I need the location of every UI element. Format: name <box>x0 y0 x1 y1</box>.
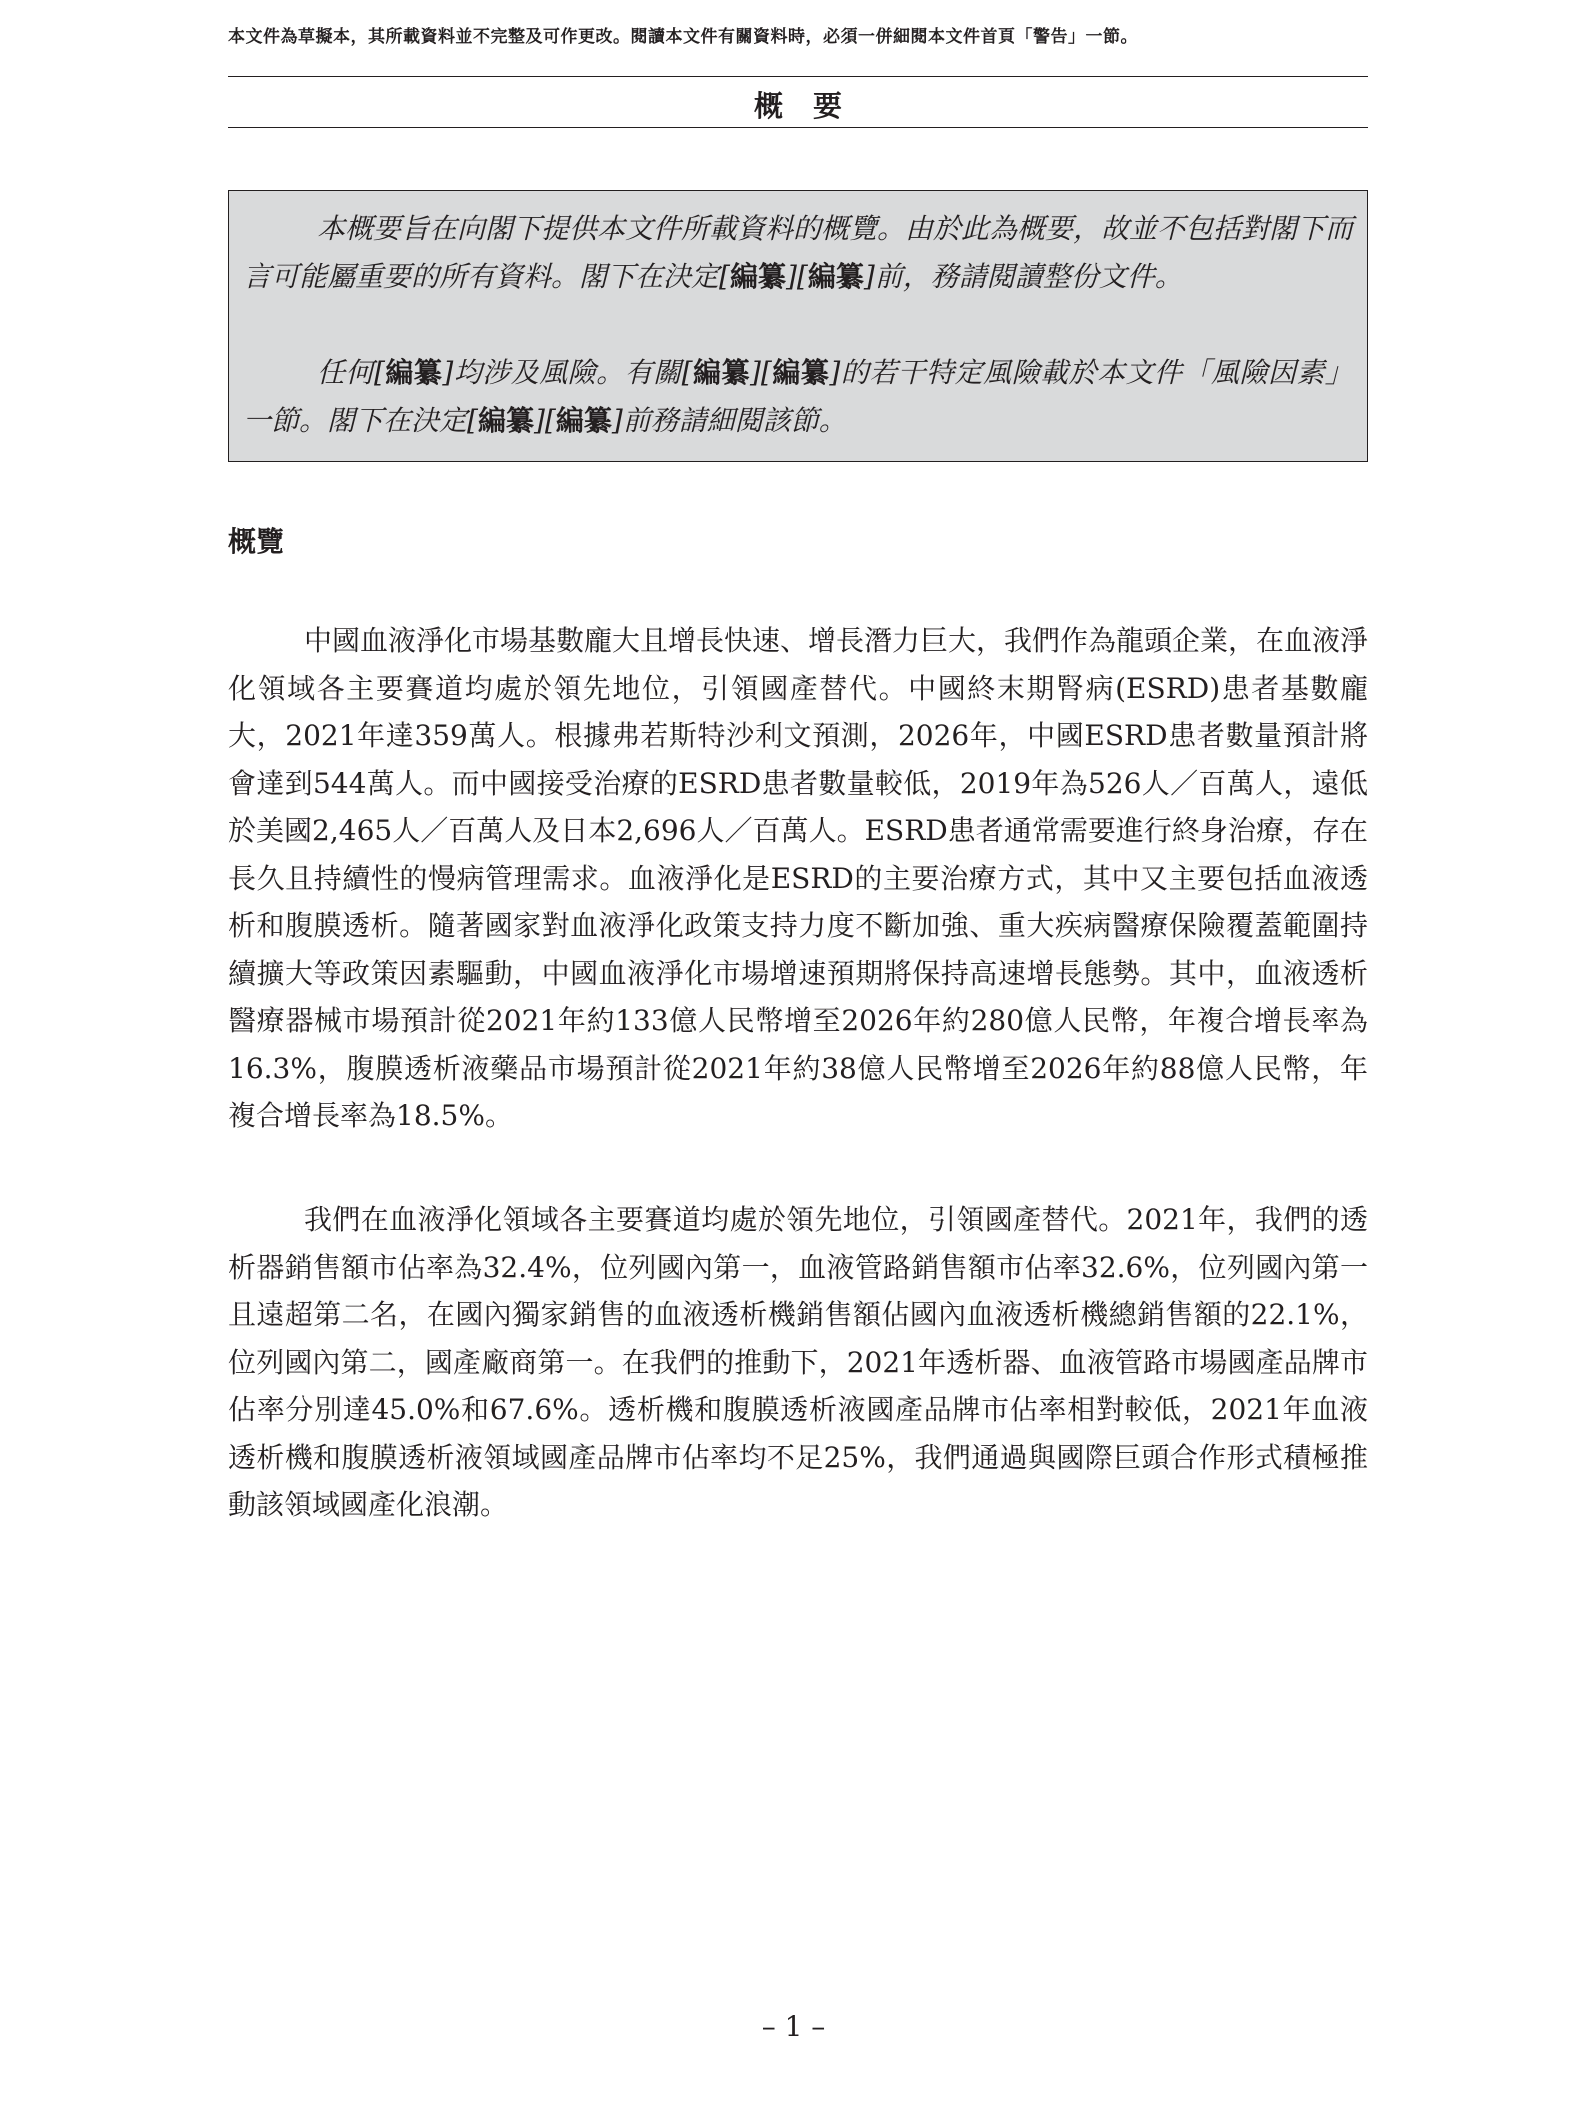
redacted-marker: 編纂 <box>729 260 786 293</box>
redacted-marker: 編纂 <box>771 356 830 389</box>
redacted-marker: 編纂 <box>384 356 443 389</box>
redacted-marker: 編纂 <box>692 356 750 389</box>
draft-notice: 本文件為草擬本，其所載資料並不完整及可作更改。閱讀本文件有關資料時，必須一併細閱本文件首頁「警告」一節。 <box>228 27 1138 47</box>
redacted-marker: 編纂 <box>555 404 612 437</box>
header-top-rule <box>228 76 1368 77</box>
page-number: – 1 – <box>761 2010 826 2043</box>
page-title: 概要 <box>753 89 872 123</box>
summary-paragraph-2: 任何[編纂]均涉及風險。有關[編纂][編纂]的若干特定風險載於本文件「風險因素」一節。閣下在決定[編纂][編纂]前務請細閱該節。 <box>243 356 1353 437</box>
summary-paragraph-1: 本概要旨在向閣下提供本文件所載資料的概覽。由於此為概要，故並不包括對閣下而言可能屬重要的所有資料。閣下在決定[編纂][編纂]前，務請閱讀整份文件。 <box>243 212 1354 293</box>
overview-paragraph-1: 中國血液淨化市場基數龐大且增長快速、增長潛力巨大，我們作為龍頭企業，在血液淨化領域各主要賽道均處於領先地位，引領國產替代。中國終末期腎病(ESRD)患者基數龐大，2021年達359萬人。根據弗若斯特沙利文預測，2026年，中國ESRD患者數量預計將會達到544萬人。而中國接受治療的ESRD患者數量較低，2019年為526人／百萬人，遠低於美國2,465人／百萬人及日本2,696人／百萬人。ESRD患者通常需要進行終身治療，存在長久且持續性的慢病管理需求。血液淨化是ESRD的主要治療方式，其中又主要包括血液透析和腹膜透析。隨著國家對血液淨化政策支持力度不斷加強、重大疾病醫療保險覆蓋範圍持續擴大等政策因素驅動，中國血液淨化市場增速預期將保持高速增長態勢。其中，血液透析醫療器械市場預計從2021年約133億人民幣增至2026年約280億人民幣，年複合增長率為16.3%，腹膜透析液藥品市場預計從2021年約38億人民幣增至2026年約88億人民幣，年複合增長率為18.5%。 <box>228 624 1369 1132</box>
redacted-marker: 編纂 <box>807 260 864 293</box>
header-bottom-rule <box>228 127 1368 128</box>
overview-paragraph-2: 我們在血液淨化領域各主要賽道均處於領先地位，引領國產替代。2021年，我們的透析器銷售額市佔率為32.4%，位列國內第一，血液管路銷售額市佔率32.6%，位列國內第一且遠超第二名，在國內獨家銷售的血液透析機銷售額佔國內血液透析機總銷售額的22.1%，位列國內第二，國產廠商第一。在我們的推動下，2021年透析器、血液管路市場國產品牌市佔率分別達45.0%和67.6%。透析機和腹膜透析液國產品牌市佔率相對較低，2021年血液透析機和腹膜透析液領域國產品牌市佔率均不足25%，我們通過與國際巨頭合作形式積極推動該領域國產化浪潮。 <box>228 1203 1368 1521</box>
redacted-marker: 編纂 <box>477 404 534 437</box>
section-heading-overview: 概覽 <box>228 525 285 558</box>
summary-disclaimer-box <box>228 190 1368 462</box>
